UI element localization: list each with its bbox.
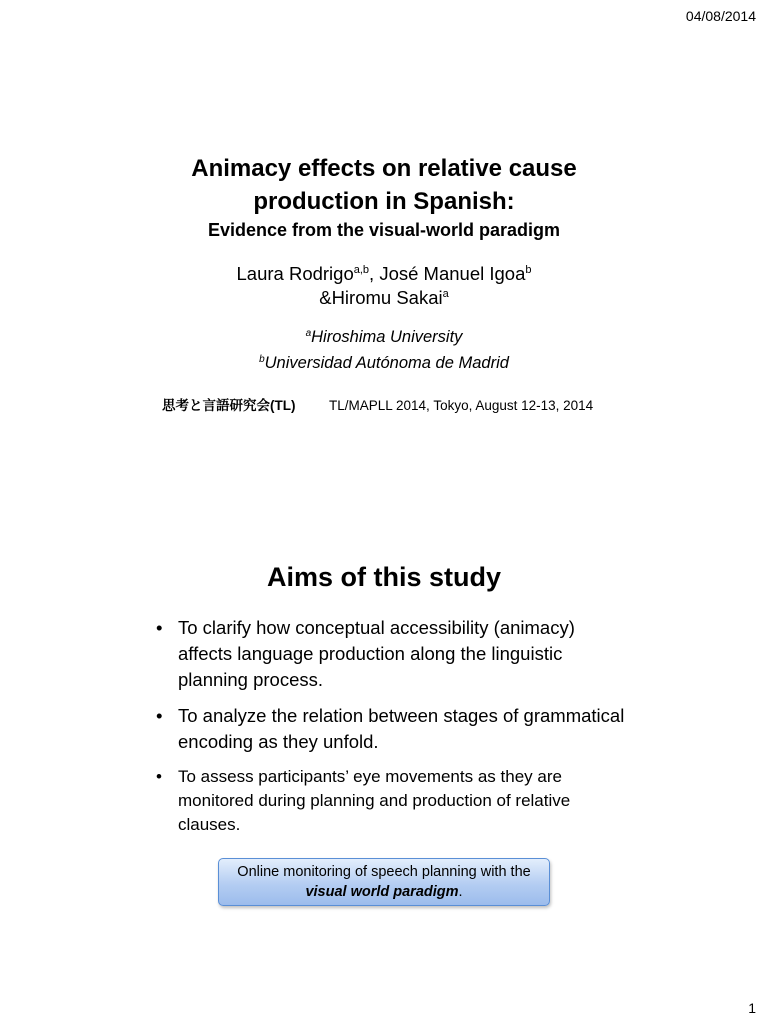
aims-list xyxy=(142,615,626,837)
list-item xyxy=(142,765,626,837)
authors-line-2 xyxy=(142,286,626,310)
callout-text-start: Online monitoring of speech planning with the xyxy=(237,864,531,880)
aims-slide xyxy=(142,540,626,930)
affiliations xyxy=(142,324,626,376)
author-2-affiliation: b xyxy=(525,264,532,276)
callout-text-end: . xyxy=(458,884,463,900)
date-stamp: 04/08/2014 xyxy=(685,8,756,24)
conference-info: TL/MAPLL 2014, Tokyo, August 12-13, 2014 xyxy=(329,398,594,413)
authors-line-1 xyxy=(142,262,626,286)
callout-box xyxy=(218,858,550,906)
affiliation-1-marker: a xyxy=(305,328,312,339)
callout-text xyxy=(233,862,535,902)
affiliation-1 xyxy=(142,324,626,350)
author-1-affiliation: a,b xyxy=(353,264,370,276)
affiliation-1-name: Hiroshima University xyxy=(311,328,463,346)
slide-title: Aims of this study xyxy=(266,562,502,592)
title-line-2: production in Spanish: xyxy=(253,188,515,215)
callout-emphasis: visual world paradigm xyxy=(305,884,459,900)
presentation-title xyxy=(142,152,626,218)
conference-line xyxy=(142,394,626,414)
title-slide xyxy=(142,140,626,470)
page-number: 1 xyxy=(748,1000,756,1016)
presentation-subtitle: Evidence from the visual-world paradigm xyxy=(207,220,561,240)
author-3-affiliation: a xyxy=(442,288,449,300)
organization-name: 思考と言語研究会(TL) xyxy=(162,398,296,413)
authors xyxy=(142,262,626,310)
affiliation-2 xyxy=(142,350,626,376)
bullet-icon: • xyxy=(156,767,162,786)
list-item-text: To clarify how conceptual accessibility (animacy) affects language production along the linguistic planning process. xyxy=(178,617,575,690)
bullet-icon: • xyxy=(156,617,163,638)
affiliation-2-marker: b xyxy=(259,354,265,365)
bullet-icon: • xyxy=(156,705,163,726)
list-item-text: To analyze the relation between stages of grammatical encoding as they unfold. xyxy=(178,705,625,752)
list-item-text: To assess participants’ eye movements as they are monitored during planning and production of relative clauses. xyxy=(178,767,571,834)
title-line-1: Animacy effects on relative cause xyxy=(191,155,577,182)
list-item xyxy=(142,615,626,693)
affiliation-2-name: Universidad Autónoma de Madrid xyxy=(264,354,509,372)
author-1: Laura Rodrigo xyxy=(236,263,354,284)
list-item xyxy=(142,703,626,755)
author-3: &Hiromu Sakai xyxy=(319,287,443,308)
author-2: , José Manuel Igoa xyxy=(369,263,526,284)
